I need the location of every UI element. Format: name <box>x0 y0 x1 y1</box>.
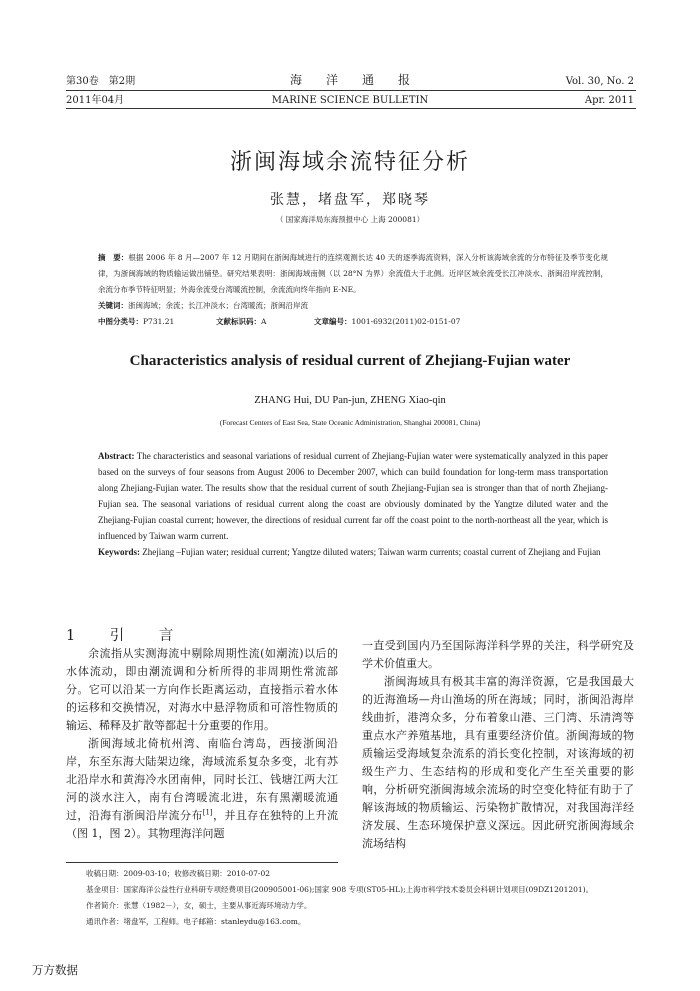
abstract-cn <box>98 250 608 330</box>
body-column-right <box>362 637 634 853</box>
volume-issue: 第30卷 第2期 <box>66 76 136 87</box>
keywords-cn-label: 关键词： <box>98 301 128 310</box>
abstract-en <box>98 448 608 560</box>
keywords-en <box>98 544 608 560</box>
paragraph: 余流指从实测海流中剔除周期性流(如潮流)以后的水体流动，即由潮流调和分析所得的非周期性常流部分。它可以沿某一方向作长距离运动，直接指示着水体的运移和交换情况，对海水中悬浮物质和可溶性物质的输运、稀释及扩散等都起十分重要的作用。 <box>66 647 338 732</box>
watermark: 万方数据 <box>32 963 78 977</box>
keywords-en-label: Keywords: <box>98 547 140 557</box>
classification-row <box>98 314 608 330</box>
abstract-en-body <box>98 448 608 544</box>
issue-date: 2011年04月 <box>66 95 125 106</box>
paper-title-en: Characteristics analysis of residual current of Zhejiang-Fujian water <box>129 353 571 369</box>
article-number-value: 1001-6932(2011)02-0151-07 <box>351 317 461 326</box>
paragraph: 一直受到国内乃至国际海洋科学界的关注，科学研究及学术价值重大。 <box>362 639 634 670</box>
doc-code-label: 文献标识码： <box>216 317 261 326</box>
paragraph: 浙闽海域具有极其丰富的海洋资源，它是我国最大的近海渔场—舟山渔场的所在海域；同时，浙闽沿海岸线曲折，港湾众多，分布着象山港、三门湾、乐清湾等重点水产养殖基地，具有重要经济价值。浙闽海域的物质输运受海域复杂流系的消长变化控制，对该海域的初级生产力、生态结构的形成和变化产生至关重要的影响，分析研究浙闽海域余流场的时空变化特征有助于了解该海域的物质输运、污染物扩散情况，对我国海洋经济发展、生态环境保护意义深远。因此研究浙闽海域余流场结构 <box>362 675 634 850</box>
article-number-label: 文章编号： <box>314 317 352 326</box>
affiliation-en: (Forecast Centers of East Sea, State Oceanic Administration, Shanghai 200081, China) <box>219 418 481 427</box>
body-column-left <box>66 645 338 843</box>
abstract-cn-body <box>98 250 608 298</box>
keywords-en-text: Zhejiang –Fujian water; residual current; Yangtze diluted waters; Taiwan warm currents; coastal current of Zhejiang and Fujian <box>140 547 601 557</box>
header-rule-thin <box>66 90 636 91</box>
footnote-rule <box>66 862 338 863</box>
footnote-received: 收稿日期：2009-03-10；收修改稿日期：2010-07-02 <box>86 869 270 878</box>
paragraph <box>66 735 338 843</box>
journal-name-cn: 海 洋 通 报 <box>289 73 410 87</box>
date-en: Apr. 2011 <box>584 95 634 106</box>
section-heading: 1 引 言 <box>66 628 184 644</box>
authors-en: ZHANG Hui, DU Pan-jun, ZHENG Xiao-qin <box>254 395 446 406</box>
keywords-cn <box>98 298 608 314</box>
footnote-funding: 基金项目：国家海洋公益性行业科研专项经费项目(200905001-06);国家 908 专项(ST05-HL);上海市科学技术委员会科研计划项目(09DZ1201201)。 <box>86 885 594 894</box>
footnote-author-intro: 作者简介：张慧（1982－），女，硕士，主要从事近海环境动力学。 <box>86 901 312 910</box>
abstract-en-label: Abstract: <box>98 451 135 461</box>
keywords-cn-text: 浙闽海域；余流；长江冲淡水；台湾暖流；浙闽沿岸流 <box>128 301 308 310</box>
affiliation-cn: （ 国家海洋局东海预报中心 上海 200081） <box>275 215 425 224</box>
clc-value: P731.21 <box>143 317 175 326</box>
authors-cn: 张慧，堵盘军，郑晓琴 <box>270 192 430 208</box>
citation-ref[interactable]: [1] <box>202 808 213 817</box>
paper-title-cn: 浙闽海域余流特征分析 <box>229 150 470 175</box>
volume-number-en: Vol. 30, No. 2 <box>565 76 634 87</box>
abstract-cn-label: 摘 要： <box>98 253 129 262</box>
doc-code-field <box>216 314 314 330</box>
journal-name-en: MARINE SCIENCE BULLETIN <box>271 95 429 106</box>
doc-code-value: A <box>261 317 267 326</box>
footnotes <box>86 866 646 930</box>
paragraph-text: ，并且存在独特的上升流（图 1，图 2）。其物理海洋问题 <box>66 809 339 840</box>
paragraph-text: 浙闽海域北倚杭州湾、南临台湾岛，西接浙闽沿岸，东至东海大陆架边缘，海域流系复杂多变，北有苏北沿岸水和黄海冷水团南伸，同时长江、钱塘江两大江河的淡水注入，南有台湾暖流北进，东有黑潮暖流通过，沿海有浙闽沿岸流分布 <box>66 737 338 822</box>
abstract-en-text: The characteristics and seasonal variations of residual current of Zhejiang-Fujian water were systematically analyzed in this paper based on the surveys of four seasons from August 2006 to December 2007, which can build foundation for long-term mass transportation along Zhejiang-Fujian water. The results show that the residual current of south Zhejiang-Fujian sea is stronger than that of north Zhejiang-Fujian sea. The seasonal variations of residual current along the coast are obviously dominated by the Yangtze diluted water and the Zhejiang-Fujian coastal current; however, the directions of residual current far off the coast point to the north-northeast all the year, which is influenced by Taiwan warm current. <box>98 451 608 541</box>
article-number-field <box>314 314 460 330</box>
clc-label: 中图分类号： <box>98 317 143 326</box>
clc-field <box>98 314 216 330</box>
footnote-contact: 通讯作者：堵盘军，工程师。电子邮箱：stanleydu@163.com。 <box>86 917 306 926</box>
header-rule <box>66 108 636 109</box>
abstract-cn-text: 根据 2006 年 8 月—2007 年 12 月期间在浙闽海域进行的连续观测长达 40 天的逐季海流资料，深入分析该海域余流的分布特征及季节变化规律，为浙闽海域的物质输运做出铺垫。研究结果表明：浙闽海域南侧（以 28°N 为界）余流值大于北侧。近岸区域余流受长江冲淡水、浙闽沿岸流控制，余流分布季节特征明显；外海余流受台湾暖流控制，余流流向终年指向 E-NE。 <box>98 253 608 294</box>
